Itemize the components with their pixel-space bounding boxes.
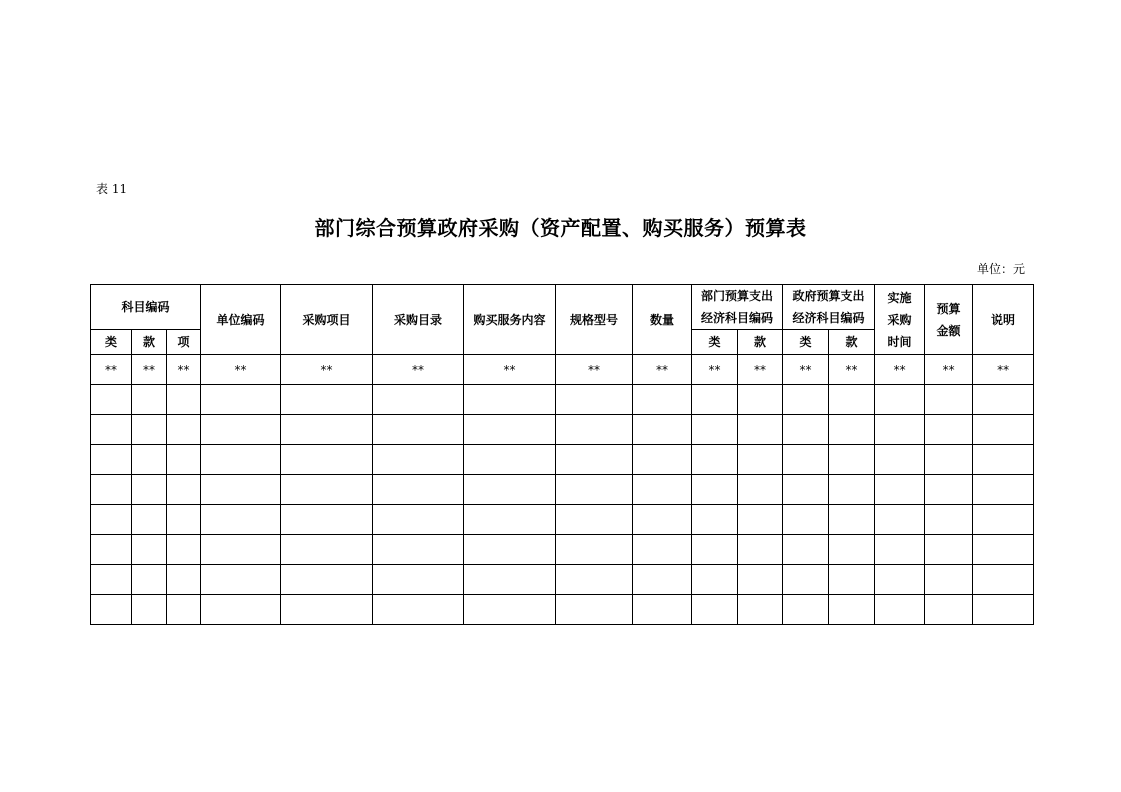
table-cell xyxy=(829,505,875,535)
table-cell xyxy=(556,415,633,445)
table-row xyxy=(91,505,1034,535)
table-cell xyxy=(373,445,464,475)
table-cell xyxy=(132,565,167,595)
table-cell: ** xyxy=(91,355,132,385)
table-cell: ** xyxy=(973,355,1034,385)
header-quantity: 数量 xyxy=(633,285,692,355)
table-cell: ** xyxy=(201,355,281,385)
table-cell xyxy=(464,415,556,445)
table-cell: ** xyxy=(875,355,925,385)
table-cell xyxy=(167,505,201,535)
header-gov-expense-code xyxy=(783,285,875,330)
header-impl-line3: 时间 xyxy=(887,334,912,349)
table-cell xyxy=(201,565,281,595)
table-cell xyxy=(783,535,829,565)
placeholder-row xyxy=(91,355,1034,385)
table-cell xyxy=(692,595,738,625)
table-cell xyxy=(783,505,829,535)
header-dept-kuan: 款 xyxy=(738,330,783,355)
table-cell xyxy=(692,565,738,595)
table-cell xyxy=(91,415,132,445)
table-cell xyxy=(925,415,973,445)
table-cell xyxy=(167,475,201,505)
table-cell xyxy=(201,595,281,625)
table-cell xyxy=(875,505,925,535)
table-cell: ** xyxy=(692,355,738,385)
table-cell xyxy=(692,445,738,475)
table-cell: ** xyxy=(633,355,692,385)
table-cell xyxy=(692,505,738,535)
table-cell xyxy=(925,385,973,415)
table-cell xyxy=(738,505,783,535)
table-cell: ** xyxy=(281,355,373,385)
table-cell xyxy=(925,535,973,565)
table-cell xyxy=(281,415,373,445)
table-cell xyxy=(633,415,692,445)
page-title: 部门综合预算政府采购（资产配置、购买服务）预算表 xyxy=(314,216,807,240)
table-cell xyxy=(875,445,925,475)
header-dept-expense-line2: 经济科目编码 xyxy=(701,311,774,325)
table-cell xyxy=(132,505,167,535)
table-cell xyxy=(201,535,281,565)
table-cell xyxy=(925,445,973,475)
table-cell xyxy=(738,565,783,595)
table-cell xyxy=(464,385,556,415)
table-cell xyxy=(464,445,556,475)
table-cell xyxy=(829,595,875,625)
table-cell xyxy=(373,595,464,625)
table-cell xyxy=(132,445,167,475)
table-cell xyxy=(829,475,875,505)
table-cell: ** xyxy=(556,355,633,385)
header-purchase-item: 采购项目 xyxy=(281,285,373,355)
table-cell xyxy=(925,565,973,595)
header-impl-time xyxy=(875,285,925,355)
table-cell xyxy=(875,595,925,625)
unit-label: 单位：元 xyxy=(976,262,1025,276)
header-budget-line2: 金额 xyxy=(936,323,961,338)
table-cell xyxy=(973,415,1034,445)
header-dept-lei: 类 xyxy=(692,330,738,355)
table-cell xyxy=(556,595,633,625)
header-gov-expense-line1: 政府预算支出 xyxy=(792,289,865,303)
table-cell xyxy=(783,385,829,415)
table-cell xyxy=(167,565,201,595)
table-cell xyxy=(783,595,829,625)
table-cell: ** xyxy=(373,355,464,385)
header-remark: 说明 xyxy=(973,285,1034,355)
table-cell xyxy=(132,385,167,415)
table-cell: ** xyxy=(925,355,973,385)
header-dept-expense-code xyxy=(692,285,783,330)
table-cell xyxy=(973,505,1034,535)
table-cell xyxy=(281,565,373,595)
table-cell xyxy=(281,505,373,535)
table-cell xyxy=(692,535,738,565)
table-cell xyxy=(201,415,281,445)
table-cell xyxy=(925,595,973,625)
table-cell xyxy=(91,475,132,505)
header-spec-model: 规格型号 xyxy=(556,285,633,355)
table-cell xyxy=(783,565,829,595)
table-cell xyxy=(556,565,633,595)
table-cell xyxy=(875,565,925,595)
table-cell xyxy=(91,565,132,595)
table-cell xyxy=(633,535,692,565)
table-cell xyxy=(633,595,692,625)
table-cell xyxy=(167,535,201,565)
table-cell xyxy=(829,445,875,475)
table-cell xyxy=(738,475,783,505)
table-cell xyxy=(281,475,373,505)
table-cell xyxy=(201,385,281,415)
table-row xyxy=(91,535,1034,565)
table-cell xyxy=(464,505,556,535)
table-row xyxy=(91,445,1034,475)
table-cell xyxy=(91,505,132,535)
table-cell xyxy=(692,385,738,415)
table-cell xyxy=(373,535,464,565)
table-cell xyxy=(167,595,201,625)
header-gov-expense-line2: 经济科目编码 xyxy=(792,311,865,325)
table-cell xyxy=(91,595,132,625)
header-dept-expense-line1: 部门预算支出 xyxy=(701,289,774,303)
header-subject-lei: 类 xyxy=(91,330,132,355)
table-cell xyxy=(464,595,556,625)
table-cell xyxy=(464,475,556,505)
table-cell xyxy=(167,385,201,415)
table-cell xyxy=(373,565,464,595)
table-cell xyxy=(281,385,373,415)
table-cell xyxy=(281,595,373,625)
table-cell xyxy=(783,445,829,475)
table-cell xyxy=(925,475,973,505)
table-cell xyxy=(373,415,464,445)
header-impl-line1: 实施 xyxy=(887,290,912,305)
table-cell xyxy=(556,385,633,415)
table-cell xyxy=(973,445,1034,475)
table-cell xyxy=(738,415,783,445)
table-cell xyxy=(973,385,1034,415)
table-cell xyxy=(829,385,875,415)
table-cell xyxy=(556,475,633,505)
table-cell xyxy=(692,415,738,445)
header-budget-line1: 预算 xyxy=(936,301,961,316)
table-cell xyxy=(281,535,373,565)
header-budget-amount xyxy=(925,285,973,355)
header-impl-line2: 采购 xyxy=(887,312,912,327)
table-cell: ** xyxy=(167,355,201,385)
table-cell xyxy=(132,415,167,445)
table-cell xyxy=(738,535,783,565)
table-cell xyxy=(692,475,738,505)
table-cell xyxy=(875,475,925,505)
table-cell xyxy=(783,475,829,505)
table-cell xyxy=(633,505,692,535)
table-cell xyxy=(875,535,925,565)
table-cell xyxy=(973,535,1034,565)
table-number: 表 11 xyxy=(96,182,128,196)
table-cell xyxy=(633,445,692,475)
table-cell: ** xyxy=(464,355,556,385)
header-subject-code: 科目编码 xyxy=(91,285,201,330)
table-cell: ** xyxy=(783,355,829,385)
table-cell xyxy=(132,535,167,565)
table-cell xyxy=(167,445,201,475)
table-cell xyxy=(783,415,829,445)
table-row xyxy=(91,595,1034,625)
table-cell xyxy=(91,385,132,415)
header-purchase-catalog: 采购目录 xyxy=(373,285,464,355)
table-cell xyxy=(633,475,692,505)
table-cell xyxy=(91,535,132,565)
table-cell xyxy=(556,445,633,475)
table-cell xyxy=(281,445,373,475)
table-row xyxy=(91,385,1034,415)
table-cell xyxy=(973,595,1034,625)
table-cell xyxy=(132,595,167,625)
table-cell xyxy=(633,565,692,595)
table-cell xyxy=(373,505,464,535)
table-cell xyxy=(738,385,783,415)
header-gov-kuan: 款 xyxy=(829,330,875,355)
header-subject-kuan: 款 xyxy=(132,330,167,355)
table-cell xyxy=(556,505,633,535)
table-row xyxy=(91,415,1034,445)
table-cell xyxy=(738,595,783,625)
table-cell xyxy=(201,505,281,535)
header-service-content: 购买服务内容 xyxy=(464,285,556,355)
table-cell: ** xyxy=(738,355,783,385)
table-cell xyxy=(464,565,556,595)
table-cell xyxy=(556,535,633,565)
table-cell xyxy=(91,445,132,475)
table-cell: ** xyxy=(132,355,167,385)
table-cell xyxy=(875,415,925,445)
table-cell xyxy=(167,415,201,445)
table-cell xyxy=(201,475,281,505)
table-cell xyxy=(973,565,1034,595)
header-gov-lei: 类 xyxy=(783,330,829,355)
table-cell xyxy=(373,385,464,415)
table-cell xyxy=(738,445,783,475)
table-cell xyxy=(464,535,556,565)
table-cell xyxy=(829,415,875,445)
table-cell: ** xyxy=(829,355,875,385)
table-cell xyxy=(201,445,281,475)
table-cell xyxy=(373,475,464,505)
table-cell xyxy=(973,475,1034,505)
budget-table xyxy=(90,284,1034,625)
table-row xyxy=(91,565,1034,595)
table-cell xyxy=(829,535,875,565)
table-cell xyxy=(875,385,925,415)
table-cell xyxy=(132,475,167,505)
table-cell xyxy=(829,565,875,595)
table-cell xyxy=(633,385,692,415)
table-row xyxy=(91,475,1034,505)
header-subject-xiang: 项 xyxy=(167,330,201,355)
table-cell xyxy=(925,505,973,535)
header-unit-code: 单位编码 xyxy=(201,285,281,355)
